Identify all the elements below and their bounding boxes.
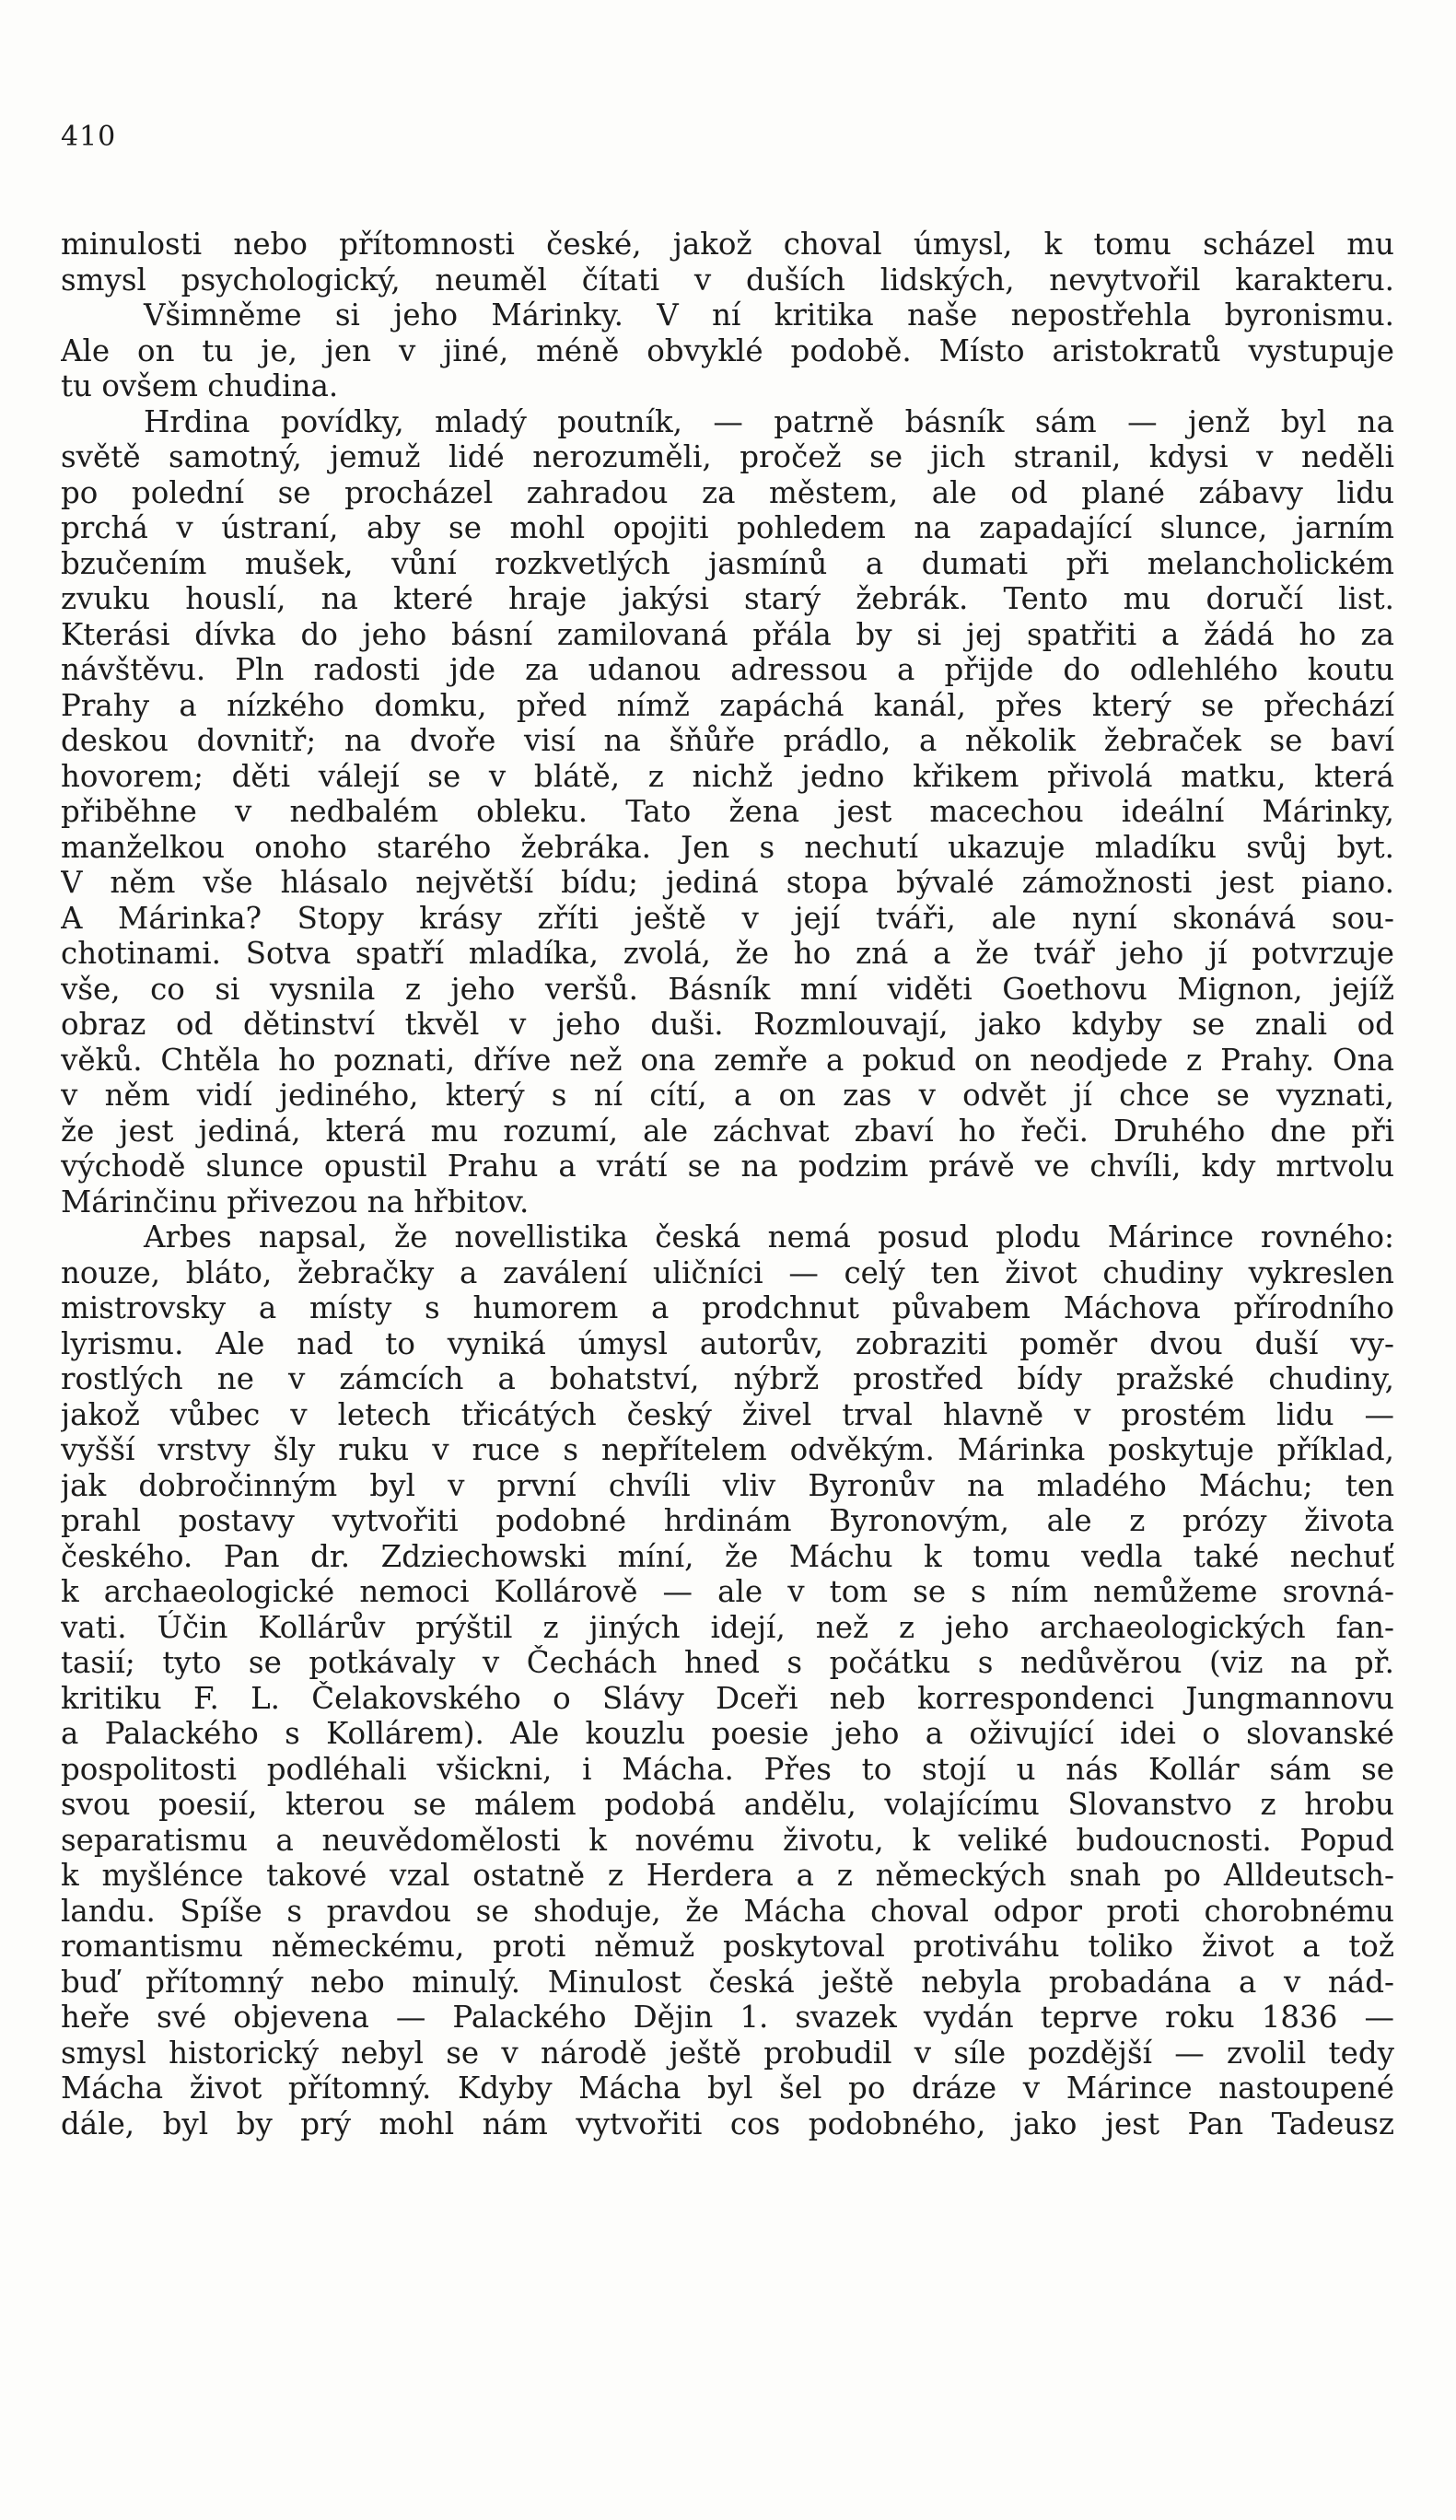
- text-line: nouze, bláto, žebračky a zaválení uličníci — celý ten život chudiny vykreslen: [61, 1254, 1394, 1290]
- text-line: vyšší vrstvy šly ruku v ruce s nepřítelem odvěkým. Márinka poskytuje příklad,: [61, 1432, 1394, 1467]
- text-line: tu ovšem chudina.: [61, 368, 339, 403]
- text-line: vše, co si vysnila z jeho veršů. Básník mní viděti Goethovu Mignon, jejíž: [61, 971, 1394, 1007]
- text-line: prchá v ústraní, aby se mohl opojiti pohledem na zapadající slunce, jarním: [61, 510, 1394, 545]
- text-line: heře své objevena — Palackého Dějin 1. svazek vydán teprve roku 1836 —: [61, 2000, 1394, 2035]
- text-line: v něm vidí jediného, který s ní cítí, a on zas v odvět jí chce se vyznati,: [61, 1078, 1394, 1113]
- text-line: lyrismu. Ale nad to vyniká úmysl autorův, zobraziti poměr dvou duší vy-: [61, 1325, 1394, 1361]
- text-line: návštěvu. Pln radosti jde za udanou adressou a přijde do odlehlého koutu: [61, 652, 1394, 687]
- text-line: věků. Chtěla ho poznati, dříve než ona zemře a pokud on neodjede z Prahy. Ona: [61, 1042, 1394, 1078]
- text-line: východě slunce opustil Prahu a vrátí se na podzim právě ve chvíli, kdy mrtvolu: [61, 1149, 1394, 1184]
- text-line: Márinčinu přivezou na hřbitov.: [61, 1184, 530, 1219]
- text-line: obraz od dětinství tkvěl v jeho duši. Rozmlouvají, jako kdyby se znali od: [61, 1007, 1394, 1042]
- text-line: hovorem; děti válejí se v blátě, z nichž jedno křikem přivolá matku, která: [61, 758, 1394, 794]
- text-line: manželkou onoho starého žebráka. Jen s nechutí ukazuje mladíku svůj byt.: [61, 829, 1394, 865]
- text-line: tasií; tyto se potkávaly v Čechách hned s počátku s nedůvěrou (viz na př.: [61, 1645, 1394, 1680]
- body-text: [61, 227, 1394, 2141]
- text-line: Mácha život přítomný. Kdyby Mácha byl šel po dráze v Márince nastoupené: [61, 2071, 1394, 2106]
- text-line: světě samotný, jemuž lidé nerozuměli, pročež se jich stranil, kdysi v neděli: [61, 439, 1394, 474]
- text-line: bzučením mušek, vůní rozkvetlých jasmínů a dumati při melancholickém: [61, 545, 1394, 581]
- text-line: Ale on tu je, jen v jiné, méně obvyklé podobě. Místo aristokratů vystupuje: [61, 332, 1394, 368]
- text-line: Kterási dívka do jeho básní zamilovaná přála by si jej spatřiti a žádá ho za: [61, 616, 1394, 652]
- text-line: a Palackého s Kollárem). Ale kouzlu poesie jeho a oživující idei o slovanské: [61, 1716, 1394, 1751]
- text-line: českého. Pan dr. Zdziechowski míní, že Máchu k tomu vedla také nechuť: [61, 1538, 1394, 1574]
- text-line: jak dobročinným byl v první chvíli vliv Byronův na mladého Máchu; ten: [61, 1467, 1394, 1503]
- text-line: chotinami. Sotva spatří mladíka, zvolá, že ho zná a že tvář jeho jí potvrzuje: [61, 936, 1394, 971]
- text-line: V něm vše hlásalo největší bídu; jediná stopa bývalé zámožnosti jest piano.: [61, 865, 1394, 900]
- text-line: Všimněme si jeho Márinky. V ní kritika naše nepostřehla byronismu.: [144, 298, 1394, 332]
- text-line: minulosti nebo přítomnosti české, jakož choval úmysl, k tomu scházel mu: [61, 227, 1394, 262]
- text-line: mistrovsky a místy s humorem a prodchnut půvabem Máchova přírodního: [61, 1290, 1394, 1325]
- text-line: Prahy a nízkého domku, před nímž zapáchá kanál, přes který se přechází: [61, 687, 1394, 723]
- text-line: svou poesií, kterou se málem podobá andělu, volajícímu Slovanstvo z hrobu: [61, 1787, 1394, 1822]
- text-line: smysl historický nebyl se v národě ještě probudil v síle pozdější — zvolil tedy: [61, 2035, 1394, 2071]
- text-line: buď přítomný nebo minulý. Minulost česká ještě nebyla probadána a v nád-: [61, 1964, 1394, 2000]
- text-line: smysl psychologický, neuměl čítati v duších lidských, nevytvořil karakteru.: [61, 262, 1394, 298]
- text-line: prahl postavy vytvořiti podobné hrdinám Byronovým, ale z prózy života: [61, 1503, 1394, 1538]
- text-line: A Márinka? Stopy krásy zříti ještě v její tváři, ale nyní skonává sou-: [61, 900, 1394, 936]
- text-line: pospolitosti podléhali všickni, i Mácha. Přes to stojí u nás Kollár sám se: [61, 1751, 1394, 1787]
- text-line: dále, byl by prý mohl nám vytvořiti cos podobného, jako jest Pan Tadeusz: [61, 2106, 1394, 2141]
- page-number: 410: [61, 121, 117, 153]
- text-line: Hrdina povídky, mladý poutník, — patrně básník sám — jenž byl na: [144, 403, 1394, 439]
- text-line: separatismu a neuvědomělosti k novému životu, k veliké budoucnosti. Popud: [61, 1822, 1394, 1858]
- text-line: vati. Účin Kollárův prýštil z jiných idejí, než z jeho archaeologických fan-: [61, 1609, 1394, 1645]
- text-line: po polední se procházel zahradou za městem, ale od plané zábavy lidu: [61, 474, 1394, 510]
- text-line: k myšlénce takové vzal ostatně z Herdera a z německých snah po Alldeutsch-: [61, 1858, 1394, 1893]
- text-line: k archaeologické nemoci Kollárově — ale v tom se s ním nemůžeme srovná-: [61, 1574, 1394, 1609]
- text-line: romantismu německému, proti němuž poskytoval protiváhu toliko život a tož: [61, 1929, 1394, 1964]
- text-line: zvuku houslí, na které hraje jakýsi starý žebrák. Tento mu doručí list.: [61, 581, 1394, 616]
- text-line: landu. Spíše s pravdou se shoduje, že Mácha choval odpor proti chorobnému: [61, 1893, 1394, 1929]
- text-line: jakož vůbec v letech třicátých český živel trval hlavně v prostém lidu —: [61, 1396, 1394, 1432]
- text-line: že jest jediná, která mu rozumí, ale záchvat zbaví ho řeči. Druhého dne při: [61, 1113, 1394, 1149]
- text-line: Arbes napsal, že novellistika česká nemá posud plodu Márince rovného:: [144, 1219, 1394, 1254]
- text-line: rostlých ne v zámcích a bohatství, nýbrž prostřed bídy pražské chudiny,: [61, 1361, 1394, 1396]
- text-line: kritiku F. L. Čelakovského o Slávy Dceři neb korrespondenci Jungmannovu: [61, 1680, 1394, 1716]
- text-line: deskou dovnitř; na dvoře visí na šňůře prádlo, a několik žebraček se baví: [61, 723, 1394, 758]
- text-line: přiběhne v nedbalém obleku. Tato žena jest macechou ideální Márinky,: [61, 794, 1394, 829]
